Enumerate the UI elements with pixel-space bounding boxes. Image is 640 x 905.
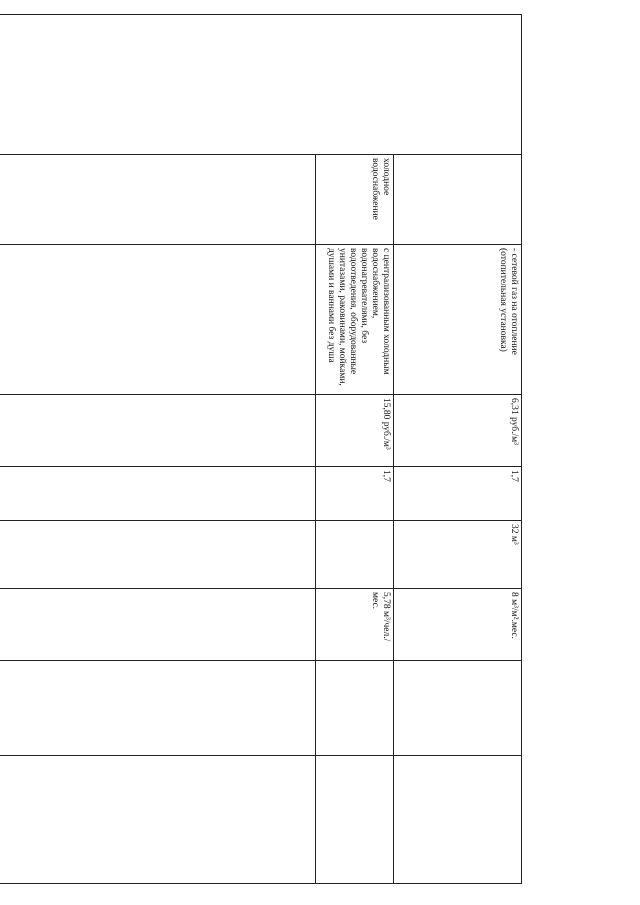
row-blank-change: 1,7: [394, 467, 522, 521]
settlement-cell: [0, 15, 522, 155]
table-row-first: [394, 15, 522, 884]
header-consumption: [0, 521, 316, 589]
water-top-share: [316, 756, 394, 884]
row-blank-population: [394, 661, 522, 756]
tariff-table: [0, 14, 522, 884]
water-top-service: холодное водоснабжение: [316, 155, 394, 245]
header-population: [0, 661, 316, 756]
water-top-volume: [316, 521, 394, 589]
row-blank-volume: 32 м³: [394, 521, 522, 589]
blank-service-cell: [394, 155, 522, 245]
header-service-set: [0, 155, 316, 245]
row-blank-tariff: 6,31 руб./м³: [394, 395, 522, 467]
header-norm: [0, 589, 316, 661]
water-top-improvement: с централизованным холодным водоснабжением, водонагревателями, без водоотведения, оборудованные унитазами, раковинами, мойками, душами и ваннами без душа: [316, 245, 394, 395]
row-blank-norm: 8 м³/м².мес.: [394, 589, 522, 661]
header-tariff-change: [0, 467, 316, 521]
row-blank-share: [394, 756, 522, 884]
water-top-tariff: 15,80 руб./м³: [316, 395, 394, 467]
row-blank-improvement: - сетевой газ на отопление (отопительная установка): [394, 245, 522, 395]
header-share-mo: [0, 756, 316, 884]
header-improvement: [0, 245, 316, 395]
water-top-population: [316, 661, 394, 756]
header-tariff-size: [0, 395, 316, 467]
rotated-table-wrapper: [16, 14, 522, 883]
water-top-change: 1,7: [316, 467, 394, 521]
water-top-norm: 5,78 м³/чел./мес.: [316, 589, 394, 661]
